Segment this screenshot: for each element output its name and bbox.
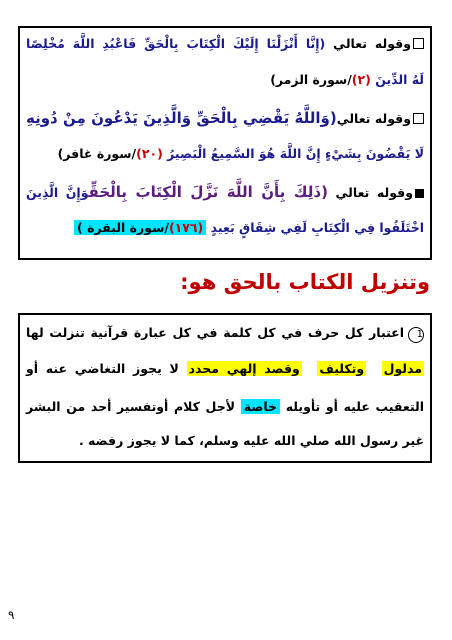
verse-text: (إِنَّا أَنْزَلْنَا إِلَيْكَ الْكِتَابَ بِالْحَقِّ فَاعْبُدِ اللَّهَ مُخْلِصًا <box>26 36 326 51</box>
section-heading: وتنزيل الكتاب بالحق هو: <box>180 270 430 294</box>
verse-number: (١٧٦) <box>168 220 204 235</box>
highlight-takleef: وتكليف <box>319 361 365 376</box>
highlight-qasd: وقصد إلهي محدد <box>188 361 300 376</box>
verse-text: (وَاللَّهُ يَقْضِي بِالْحَقِّ وَالَّذِينَ يَدْعُونَ مِنْ دُونِهِ <box>26 109 337 127</box>
verse-intro: وقوله تعالي <box>325 36 411 51</box>
verse-line-3 <box>20 108 430 129</box>
verse-intro: وقوله تعالي <box>336 111 411 126</box>
page-number: ٩ <box>8 608 15 622</box>
definition-line-2 <box>20 359 430 379</box>
verse-text: (ذَلِكَ بِأَنَّ اللَّهَ نَزَّلَ الْكِتَابَ بِالْحَقِّ <box>88 183 328 201</box>
hollow-square-bullet-icon <box>413 113 424 124</box>
verse-line-4 <box>20 144 430 164</box>
verse-text: وَإِنَّ الَّذِينَ <box>26 185 89 200</box>
verse-number: (٢٠) <box>136 146 163 161</box>
verse-text: اخْتَلَفُوا فِي الْكِتَابِ لَفِي شِقَاقٍ بَعِيدٍ <box>206 220 424 235</box>
definition-text: التعقيب عليه أو تأويله <box>285 399 425 414</box>
definition-text: غير رسول الله صلي الله عليه وسلم، كما لا يجوز رفضه . <box>78 433 424 448</box>
circled-number-one: 1 <box>408 327 424 343</box>
verse-line-2 <box>20 70 430 90</box>
definition-box <box>18 313 432 463</box>
verse-line-6 <box>20 218 430 238</box>
verse-intro: وقوله تعالي <box>327 185 413 200</box>
definition-line-3 <box>20 397 430 417</box>
highlight-khassa: خاصة <box>241 399 280 414</box>
surah-reference: /سورة البقرة ) <box>77 220 169 235</box>
highlight-madlool: مدلول <box>383 361 422 376</box>
verse-line-5 <box>20 182 430 203</box>
hollow-square-bullet-icon <box>413 38 424 49</box>
surah-reference: /سورة الزمر) <box>270 72 352 87</box>
filled-square-bullet-icon <box>415 189 424 198</box>
verse-line-1 <box>20 34 430 54</box>
surah-reference-highlight <box>74 220 206 235</box>
definition-text: لأجل كلام أوتفسير أحد من البشر <box>26 399 236 414</box>
verse-text: لَا يَقْضُونَ بِشَيْءٍ إِنَّ اللَّهَ هُوَ السَّمِيعُ الْبَصِيرُ <box>162 146 424 161</box>
verses-box <box>18 26 432 260</box>
verse-text: لَهُ الدِّينَ <box>370 72 424 87</box>
surah-reference: /سورة غافر) <box>57 146 137 161</box>
verse-number: (٢) <box>351 72 371 87</box>
definition-line-1 <box>20 323 430 343</box>
definition-line-4 <box>20 431 430 451</box>
definition-text: اعتبار كل حرف في كل كلمة في كل عبارة قرآنية تنزلت لها <box>26 325 404 340</box>
definition-text: لا يجوز التغاضي عنه أو <box>26 361 179 376</box>
